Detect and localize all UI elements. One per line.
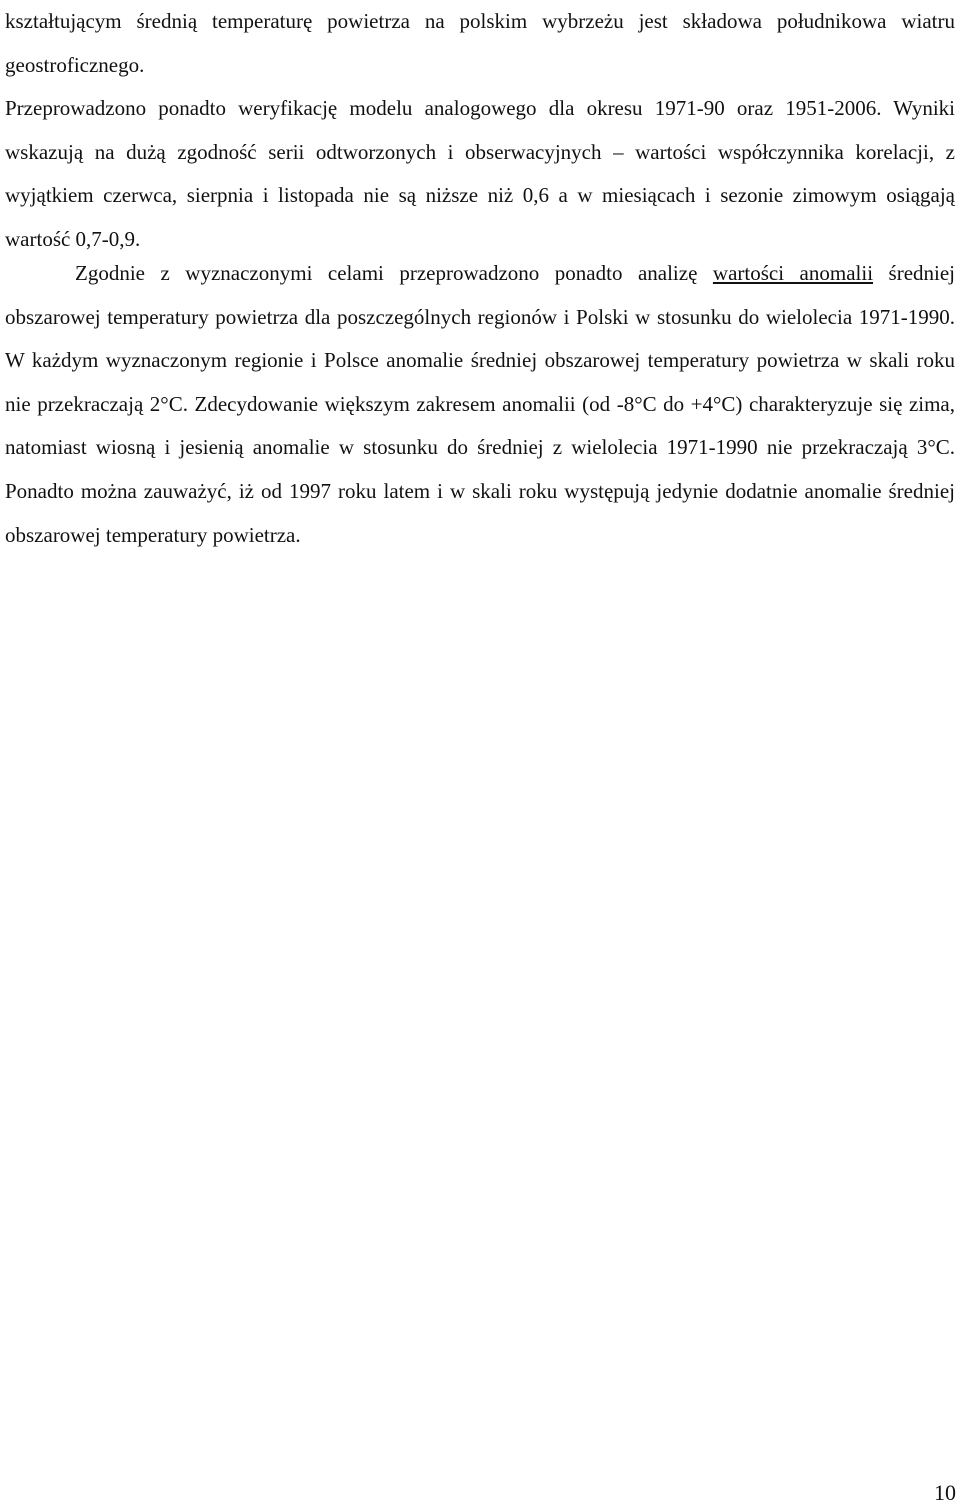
paragraph-anomalies-rest: średniej obszarowej temperatury powietrza dla poszczególnych regionów i Polski w stosunku do wielolecia 1971-1990. W każdym wyznaczonym regionie i Polsce anomalie średniej obszarowej temperatury powietrza w skali roku nie przekraczają 2°C. Zdecydowanie większym zakresem anomalii (od -8°C do +4°C) charakteryzuje się zima, natomiast wiosną i jesienią anomalie w stosunku do średniej z wielolecia 1971-1990 nie przekraczają 3°C. Ponadto można zauważyć, iż od 1997 roku latem i w skali roku występują jedynie dodatnie anomalie średniej obszarowej temperatury powietrza. — [5, 261, 956, 547]
page-number: 10 — [934, 1480, 956, 1505]
paragraph-anomalies-start: Zgodnie z wyznaczonymi celami przeprowadzono ponadto analizę — [75, 261, 713, 285]
paragraph-continuation: kształtującym średnią temperaturę powietrza na polskim wybrzeżu jest składowa południkowa wiatru geostroficznego. — [5, 9, 955, 77]
paragraph-verification: Przeprowadzono ponadto weryfikację modelu analogowego dla okresu 1971-90 oraz 1951-2006. Wyniki wskazują na dużą zgodność serii odtworzonych i obserwacyjnych – wartości współczynnika korelacji, z wyjątkiem czerwca, sierpnia i listopada nie są niższe niż 0,6 a w miesiącach i sezonie zimowym osiągają wartość 0,7-0,9. — [5, 96, 955, 251]
paragraph-summary — [5, 0, 955, 261]
underlined-phrase: wartości anomalii — [712, 261, 874, 285]
paragraph-anomalies — [5, 252, 955, 557]
